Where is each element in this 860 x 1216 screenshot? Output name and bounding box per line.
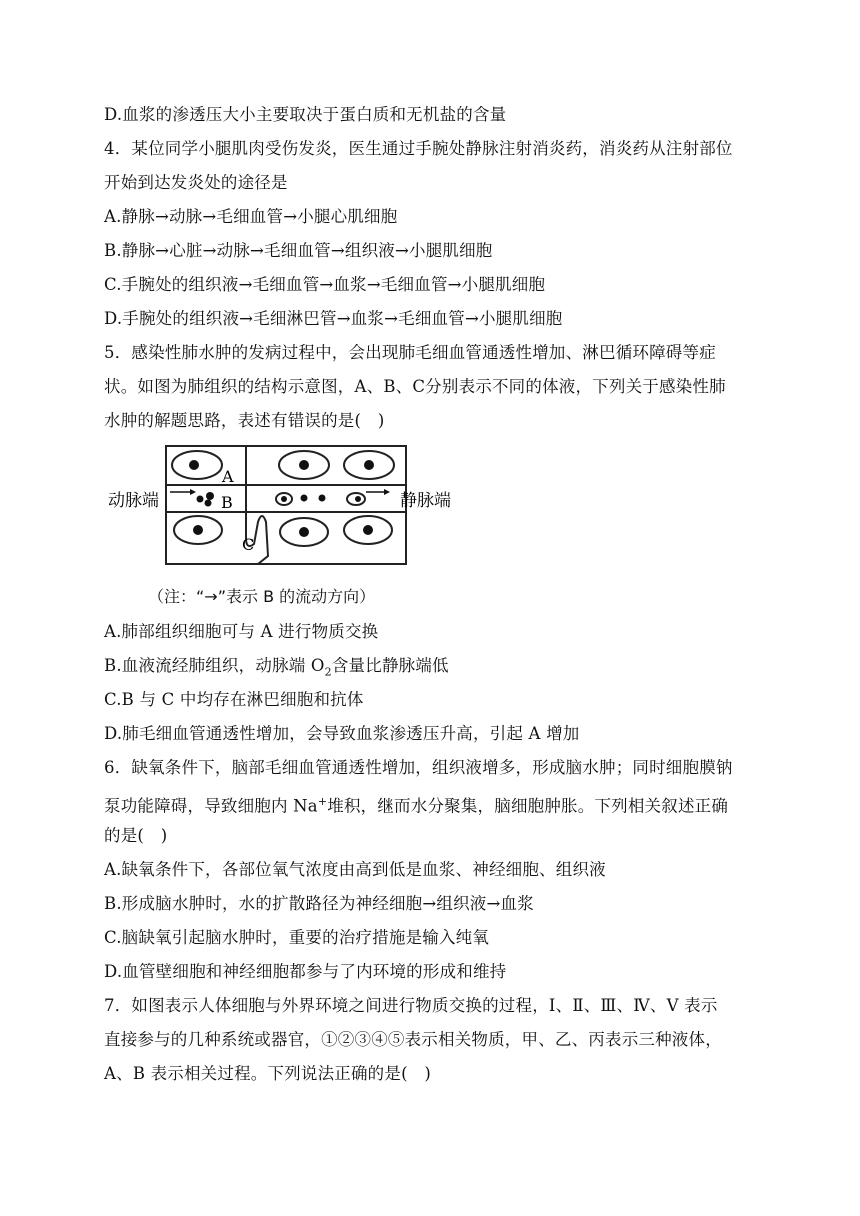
question-4-line-2: 开始到达发炎处的途径是 — [104, 173, 288, 192]
option-6a: A.缺氧条件下，各部位氧气浓度由高到低是血浆、神经细胞、组织液 — [104, 860, 606, 879]
option-6d: D.血管壁细胞和神经细胞都参与了内环境的形成和维持 — [104, 962, 507, 981]
cell-nucleus — [364, 460, 374, 470]
question-4-line-1: 4．某位同学小腿肌肉受伤发炎，医生通过手腕处静脉注射消炎药，消炎药从注射部位 — [104, 139, 733, 158]
cell-nucleus — [189, 460, 199, 470]
option-4a: A.静脉→动脉→毛细血管→小腿心肌细胞 — [104, 207, 398, 226]
question-7-line-3: A、B 表示相关过程。下列说法正确的是( ) — [104, 1064, 432, 1083]
blood-cell — [319, 495, 326, 502]
question-5-line-2: 状。如图为肺组织的结构示意图，A、B、C分别表示不同的体液，下列关于感染性肺 — [104, 377, 726, 396]
blood-cell — [197, 496, 204, 503]
question-6-line-1: 6．缺氧条件下，脑部毛细血管通透性增加，组织液增多，形成脑水肿；同时细胞膜钠 — [104, 758, 733, 777]
blood-cell — [355, 496, 361, 502]
label-b: B — [221, 493, 233, 512]
blood-cell — [205, 500, 212, 507]
option-5a: A.肺部组织细胞可与 A 进行物质交换 — [104, 622, 379, 641]
option-6b: B.形成脑水肿时，水的扩散路径为神经细胞→组织液→血浆 — [104, 894, 534, 913]
option-5c: C.B 与 C 中均存在淋巴细胞和抗体 — [104, 690, 364, 709]
option-5b: B.血液流经肺组织，动脉端 $O_2$含量比静脉端低 — [104, 656, 449, 679]
blood-cell — [301, 495, 308, 502]
option-4c: C.手腕处的组织液→毛细血管→血浆→毛细血管→小腿肌细胞 — [104, 275, 546, 294]
question-7-line-2: 直接参与的几种系统或器官，①②③④⑤表示相关物质，甲、乙、丙表示三种液体， — [104, 1030, 722, 1049]
label-venous-end: 静脉端 — [400, 491, 451, 511]
lymphocyte-nucleus — [281, 496, 287, 502]
label-c: C — [242, 535, 255, 554]
option-5d: D.肺毛细血管通透性增加，会导致血浆渗透压升高，引起 A 增加 — [104, 724, 580, 743]
question-6-line-2: 泵功能障碍，导致细胞内 Na+堆积，继而水分聚集，脑细胞肿胀。下列相关叙述正确 — [104, 795, 729, 816]
label-a: A — [222, 467, 234, 486]
option-4b: B.静脉→心脏→动脉→毛细血管→组织液→小腿肌细胞 — [104, 241, 493, 260]
label-arterial-end: 动脉端 — [108, 491, 159, 511]
figure-caption: （注：“→”表示 B 的流动方向） — [148, 587, 376, 606]
option-3d: D.血浆的渗透压大小主要取决于蛋白质和无机盐的含量 — [104, 105, 507, 124]
flow-arrow-head — [190, 489, 196, 495]
option-4d: D.手腕处的组织液→毛细淋巴管→血浆→毛细血管→小腿肌细胞 — [104, 309, 563, 328]
question-6-line-3: 的是( ) — [104, 826, 168, 845]
cell-nucleus — [299, 527, 309, 537]
option-6c: C.脑缺氧引起脑水肿时，重要的治疗措施是输入纯氧 — [104, 928, 490, 947]
question-7-line-1: 7．如图表示人体细胞与外界环境之间进行物质交换的过程，I、Ⅱ、Ⅲ、Ⅳ、V 表示 — [104, 996, 718, 1015]
blood-cell — [206, 492, 214, 500]
cell-nucleus — [193, 525, 203, 535]
question-5-line-3: 水肿的解题思路，表述有错误的是( ) — [104, 411, 385, 430]
cell-nucleus — [299, 460, 309, 470]
cell-nucleus — [363, 525, 373, 535]
flow-arrow-head — [384, 489, 390, 495]
question-5-line-1: 5．感染性肺水肿的发病过程中，会出现肺毛细血管通透性增加、淋巴循环障碍等症 — [104, 343, 716, 362]
